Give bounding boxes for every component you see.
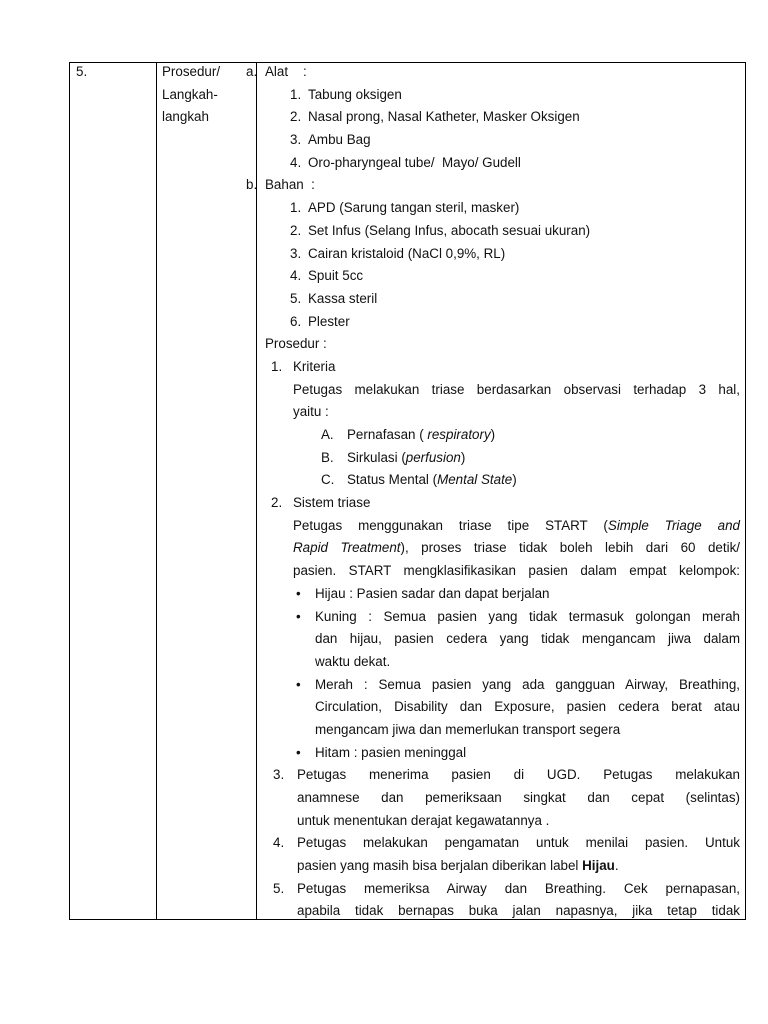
bullet-text: Hijau : Pasien sadar dan dapat berjalan xyxy=(315,585,550,601)
list-item xyxy=(258,220,740,243)
step5-line xyxy=(258,878,740,901)
list-item xyxy=(258,106,740,129)
list-item xyxy=(258,288,740,311)
bullet-icon: • xyxy=(296,608,301,624)
sistem-heading xyxy=(258,492,740,515)
list-marker: b. xyxy=(246,177,258,193)
list-text: Spuit 5cc xyxy=(308,268,364,284)
step4-line xyxy=(258,855,740,878)
list-text: Pernafasan ( xyxy=(347,427,428,442)
alat-heading xyxy=(246,61,740,84)
list-item xyxy=(258,265,740,288)
step3-line xyxy=(258,810,740,833)
step4-text: pasien yang masih bisa berjalan diberikan label xyxy=(297,858,583,874)
kriteria-heading xyxy=(258,356,740,379)
list-text: ) xyxy=(512,472,517,488)
list-item xyxy=(258,152,740,175)
list-number: 1. xyxy=(290,86,302,102)
list-item xyxy=(258,311,740,334)
label-hijau: Hijau xyxy=(582,858,615,874)
list-marker: a. xyxy=(246,64,258,79)
bullet-icon: • xyxy=(296,676,301,692)
list-item xyxy=(258,447,740,470)
list-number: 1. xyxy=(290,200,302,216)
bullet-item xyxy=(258,606,740,629)
step4-text: Petugas melakukan pengamatan untuk menilai pasien. Untuk xyxy=(297,835,740,851)
list-item xyxy=(258,243,740,266)
bullet-text: Hitam : pasien meninggal xyxy=(315,744,467,760)
column-divider-1 xyxy=(156,63,157,919)
list-text: Oro-pharyngeal tube/ Mayo/ Gudell xyxy=(308,154,521,170)
procedure-table xyxy=(69,62,746,920)
list-text: Kassa steril xyxy=(308,290,378,306)
list-number: 1. xyxy=(271,358,283,374)
list-item xyxy=(258,129,740,152)
bullet-item xyxy=(258,674,740,697)
prosedur-title: Prosedur : xyxy=(265,336,327,352)
list-text: ) xyxy=(460,449,466,465)
bullet-text-line: Circulation, Disability dan Exposure, pasien cedera berat atau xyxy=(315,699,740,715)
list-letter: B. xyxy=(321,449,334,465)
row-label xyxy=(162,61,220,129)
list-item xyxy=(258,424,740,447)
sistem-title: Sistem triase xyxy=(293,495,371,511)
alat-title: Alat : xyxy=(265,64,307,79)
bullet-text: mengancam jiwa dan memerlukan transport segera xyxy=(315,721,621,737)
list-text: Cairan kristaloid (NaCl 0,9%, RL) xyxy=(308,245,506,261)
step5-text: Petugas memeriksa Airway dan Breathing. Cek pernapasan, xyxy=(297,880,740,896)
kriteria-title: Kriteria xyxy=(293,358,336,374)
list-number: 3. xyxy=(273,767,285,783)
list-number: 3. xyxy=(290,245,302,261)
bullet-text: Merah : Semua pasien yang ada gangguan Airway, Breathing, xyxy=(315,676,740,692)
bahan-title: Bahan : xyxy=(265,177,315,193)
bullet-text: Kuning : Semua pasien yang tidak termasuk golongan merah xyxy=(315,608,740,624)
sistem-text-italic: Rapid Treatment xyxy=(293,540,401,556)
bullet-text: waktu dekat. xyxy=(315,653,391,669)
list-number: 5. xyxy=(290,290,302,306)
list-text: Status Mental ( xyxy=(347,472,438,488)
list-text-italic: perfusion xyxy=(405,449,461,465)
list-text: Set Infus (Selang Infus, abocath sesuai ukuran) xyxy=(308,222,591,238)
list-text: Plester xyxy=(308,313,350,329)
list-text: ) xyxy=(490,427,496,442)
bullet-text-line xyxy=(258,719,740,742)
list-item xyxy=(258,469,740,492)
sistem-text-italic: Simple Triage and xyxy=(607,517,740,533)
list-number: 2. xyxy=(290,222,302,238)
sistem-text-line: pasien. START mengklasifikasikan pasien dalam empat kelompok: xyxy=(293,563,740,579)
list-item xyxy=(258,197,740,220)
bullet-text-line xyxy=(258,651,740,674)
step3-text: Petugas menerima pasien di UGD. Petugas melakukan xyxy=(297,767,740,783)
bullet-icon: • xyxy=(296,744,301,760)
list-number: 4. xyxy=(290,154,302,170)
sistem-text-line xyxy=(258,515,740,538)
list-number: 6. xyxy=(290,313,302,329)
list-text: APD (Sarung tangan steril, masker) xyxy=(308,200,520,216)
step3-line xyxy=(258,764,740,787)
bullet-item xyxy=(258,742,740,765)
kriteria-text-line: Petugas melakukan triase berdasarkan observasi terhadap 3 hal, xyxy=(293,381,740,397)
sistem-text: ), proses triase tidak boleh lebih dari 60 detik/ xyxy=(400,540,740,556)
step3-text: untuk menentukan derajat kegawatannya . xyxy=(297,812,550,828)
list-text-italic: respiratory xyxy=(427,427,491,442)
list-text-italic: Mental State xyxy=(437,472,513,488)
list-number: 5. xyxy=(273,880,285,896)
step5-line: apabila tidak bernapas buka jalan napasnya, jika tetap tidak xyxy=(297,903,740,919)
list-number: 3. xyxy=(290,132,302,148)
list-text: Sirkulasi ( xyxy=(347,449,406,465)
bullet-text-line: dan hijau, pasien cedera yang tidak mengancam jiwa dalam xyxy=(315,631,740,647)
list-letter: C. xyxy=(321,472,335,488)
sistem-text: Petugas menggunakan triase tipe START ( xyxy=(293,517,608,533)
procedure-content xyxy=(246,61,740,923)
list-text: Tabung oksigen xyxy=(308,86,402,102)
step3-line: anamnese dan pemeriksaan singkat dan cepat (selintas) xyxy=(297,790,740,805)
list-letter: A. xyxy=(321,427,334,442)
row-label-line: Prosedur/ xyxy=(162,64,221,79)
kriteria-text-line xyxy=(258,401,740,424)
step4-text: . xyxy=(614,858,619,874)
list-number: 4. xyxy=(290,268,302,284)
list-text: Ambu Bag xyxy=(308,132,371,148)
list-item xyxy=(258,84,740,107)
list-number: 2. xyxy=(271,495,283,511)
sistem-text-line xyxy=(258,537,740,560)
bullet-icon: • xyxy=(296,585,301,601)
row-label-line: Langkah- xyxy=(162,86,218,102)
row-label-line: langkah xyxy=(162,109,209,125)
prosedur-heading xyxy=(258,333,740,356)
list-text: Nasal prong, Nasal Katheter, Masker Oksigen xyxy=(308,109,580,125)
list-number: 4. xyxy=(273,835,285,851)
bullet-item xyxy=(258,583,740,606)
bahan-heading xyxy=(246,174,740,197)
kriteria-text: yaitu : xyxy=(293,404,329,420)
list-number: 2. xyxy=(290,109,302,125)
row-number: 5. xyxy=(76,64,88,79)
step4-line xyxy=(258,832,740,855)
